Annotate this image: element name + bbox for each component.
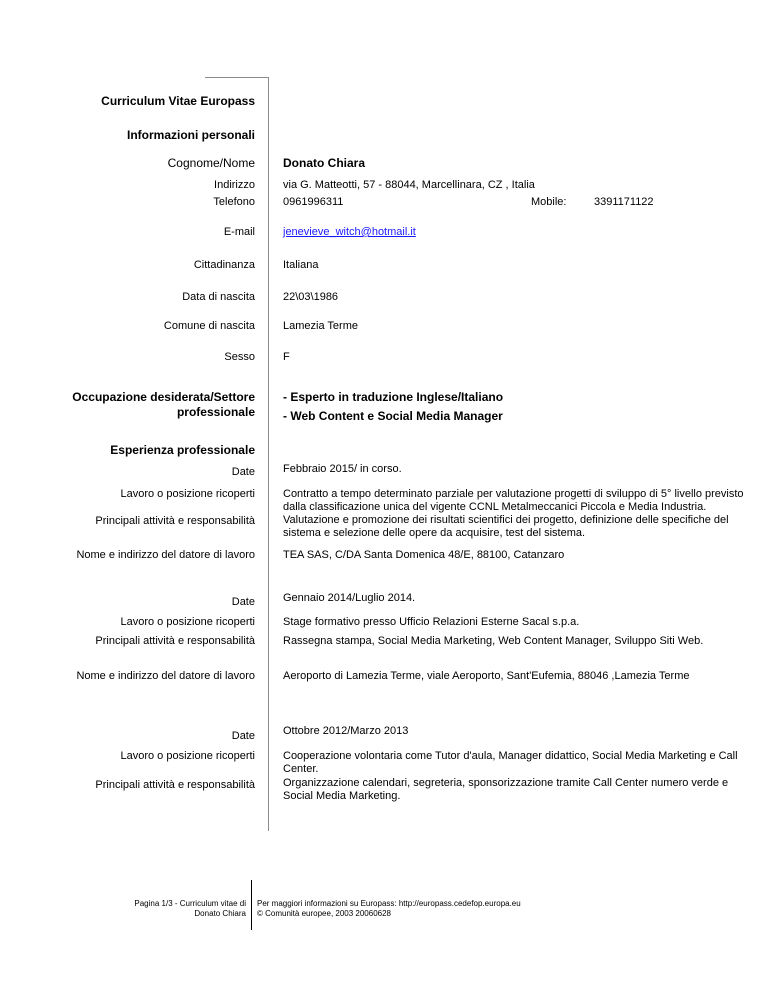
job1-desc-line2: dalla classificazione unica del vigente CCNL Metalmeccanici Piccola e Media Industria. bbox=[283, 501, 707, 513]
address-label: Indirizzo bbox=[214, 179, 255, 191]
job1-desc-line3: Valutazione e promozione dei risultati scientifici dei progetto, definizione delle specifiche del bbox=[283, 514, 729, 526]
birthplace-label: Comune di nascita bbox=[163, 320, 255, 332]
job1-activities-label: Principali attività e responsabilità bbox=[95, 515, 255, 527]
job3-position-line1: Cooperazione volontaria come Tutor d'aula, Manager didattico, Social Media Marketing e Call bbox=[283, 750, 738, 762]
citizenship-label: Cittadinanza bbox=[193, 259, 255, 271]
job3-activities-line1: Organizzazione calendari, segreteria, sponsorizzazione tramite Call Center numero verde e bbox=[283, 777, 729, 789]
name-label: Cognome/Nome bbox=[167, 156, 255, 170]
section-personal: Informazioni personali bbox=[126, 128, 255, 142]
job3-date: Ottobre 2012/Marzo 2013 bbox=[283, 725, 409, 737]
job3-activities-label: Principali attività e responsabilità bbox=[95, 779, 255, 791]
job3-date-label: Date bbox=[231, 730, 255, 742]
citizenship-value: Italiana bbox=[283, 259, 319, 271]
mobile-label: Mobile: bbox=[531, 196, 567, 208]
job2-date-label: Date bbox=[231, 596, 255, 608]
email-link[interactable]: jenevieve_witch@hotmail.it bbox=[283, 226, 416, 238]
footer-right-line1: Per maggiori informazioni su Europass: http://europass.cedefop.europa.eu bbox=[257, 899, 521, 908]
job2-employer-label: Nome e indirizzo del datore di lavoro bbox=[76, 670, 255, 682]
job2-employer: Aeroporto di Lamezia Terme, viale Aeroporto, Sant'Eufemia, 88046 ,Lamezia Terme bbox=[283, 670, 690, 682]
job1-date: Febbraio 2015/ in corso. bbox=[283, 463, 402, 475]
footer-left-line2: Donato Chiara bbox=[194, 909, 246, 918]
sex-value: F bbox=[283, 351, 290, 363]
job1-employer-label: Nome e indirizzo del datore di lavoro bbox=[76, 549, 255, 561]
birthdate-value: 22\03\1986 bbox=[283, 291, 339, 303]
footer-divider bbox=[251, 880, 252, 930]
job1-position-label: Lavoro o posizione ricoperti bbox=[120, 488, 255, 500]
cv-title: Curriculum Vitae Europass bbox=[101, 94, 255, 108]
column-divider bbox=[268, 77, 269, 831]
phone-label: Telefono bbox=[213, 196, 255, 208]
sex-label: Sesso bbox=[224, 351, 255, 363]
desired-label-line1: Occupazione desiderata/Settore bbox=[72, 390, 255, 404]
phone-value: 0961996311 bbox=[283, 196, 344, 208]
desired-item-2: - Web Content e Social Media Manager bbox=[283, 409, 503, 423]
job2-position-label: Lavoro o posizione ricoperti bbox=[120, 616, 255, 628]
job1-date-label: Date bbox=[231, 466, 255, 478]
email-label: E-mail bbox=[223, 226, 255, 238]
footer-left bbox=[134, 899, 246, 919]
birthplace-value: Lamezia Terme bbox=[283, 320, 358, 332]
job2-date: Gennaio 2014/Luglio 2014. bbox=[283, 592, 416, 604]
footer-right bbox=[257, 899, 521, 919]
name-value: Donato Chiara bbox=[283, 156, 366, 170]
job1-desc-line4: sistema e selezione delle opere da acquisire, test del sistema. bbox=[283, 527, 586, 539]
job2-activities: Rassegna stampa, Social Media Marketing, Web Content Manager, Sviluppo Siti Web. bbox=[283, 635, 704, 647]
job2-position: Stage formativo presso Ufficio Relazioni Esterne Sacal s.p.a. bbox=[283, 616, 580, 628]
birthdate-label: Data di nascita bbox=[182, 291, 255, 303]
desired-item-1: - Esperto in traduzione Inglese/Italiano bbox=[283, 390, 504, 404]
address-value: via G. Matteotti, 57 - 88044, Marcellinara, CZ , Italia bbox=[283, 179, 535, 191]
job3-position-line2: Center. bbox=[283, 763, 319, 775]
job2-activities-label: Principali attività e responsabilità bbox=[95, 635, 255, 647]
footer-left-line1: Pagina 1/3 - Curriculum vitae di bbox=[134, 899, 246, 908]
footer-right-line2: © Comunità europee, 2003 20060628 bbox=[257, 909, 391, 918]
job1-employer: TEA SAS, C/DA Santa Domenica 48/E, 88100, Catanzaro bbox=[283, 549, 565, 561]
desired-label-line2: professionale bbox=[176, 405, 255, 419]
job3-activities-line2: Social Media Marketing. bbox=[283, 790, 401, 802]
job1-desc-line1: Contratto a tempo determinato parziale per valutazione progetti di sviluppo di 5° livello previsto bbox=[283, 488, 744, 500]
section-experience: Esperienza professionale bbox=[110, 443, 255, 457]
mobile-value: 3391171122 bbox=[594, 196, 654, 208]
job3-position-label: Lavoro o posizione ricoperti bbox=[120, 750, 255, 762]
header-rule bbox=[205, 77, 269, 78]
